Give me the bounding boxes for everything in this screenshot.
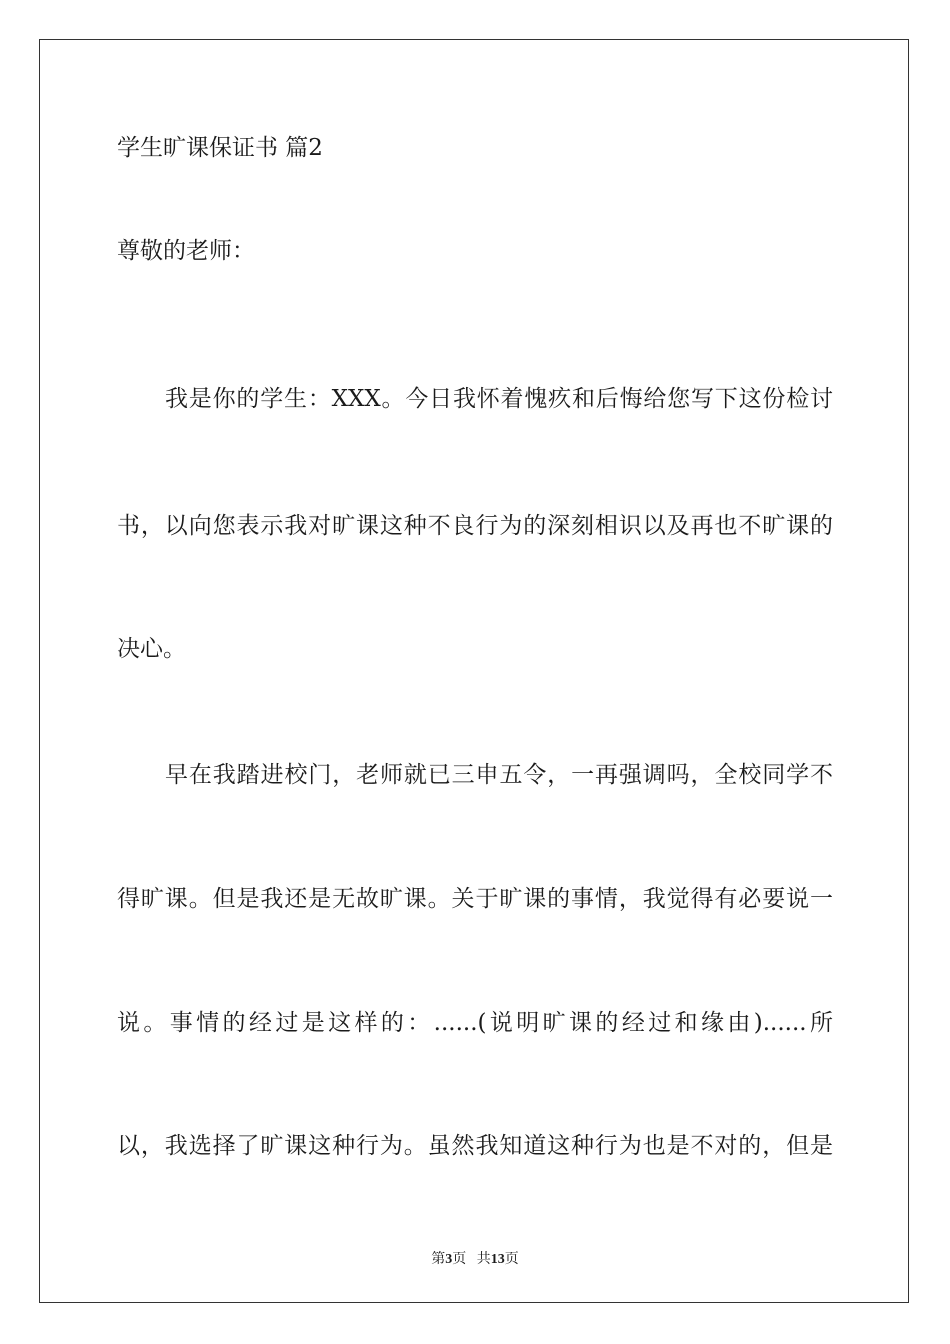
salutation: 尊敬的老师： — [117, 238, 255, 264]
page-number: 3 — [445, 1252, 453, 1267]
total-prefix: 共 — [476, 1252, 491, 1267]
page-footer — [0, 1248, 950, 1268]
total-pages: 13 — [490, 1252, 505, 1267]
paragraph-line: 书，以向您表示我对旷课这种不良行为的深刻相识以及再也不旷课的 — [117, 513, 833, 539]
total-suffix: 页 — [504, 1252, 519, 1267]
document-heading: 学生旷课保证书 篇2 — [117, 135, 323, 161]
page-prefix: 第 — [431, 1252, 446, 1267]
paragraph-line: 早在我踏进校门，老师就已三申五令，一再强调吗，全校同学不 — [165, 762, 833, 788]
page-border — [39, 39, 909, 1303]
page-suffix: 页 — [452, 1252, 467, 1267]
paragraph-line: 决心。 — [117, 636, 186, 662]
paragraph-line: 得旷课。但是我还是无故旷课。关于旷课的事情，我觉得有必要说一 — [117, 886, 833, 912]
paragraph-line: 以，我选择了旷课这种行为。虽然我知道这种行为也是不对的，但是 — [117, 1133, 833, 1159]
paragraph-line: 我是你的学生：XXX。今日我怀着愧疚和后悔给您写下这份检讨 — [165, 386, 833, 412]
paragraph-line: 说。事情的经过是这样的：......(说明旷课的经过和缘由)......所 — [117, 1010, 833, 1036]
